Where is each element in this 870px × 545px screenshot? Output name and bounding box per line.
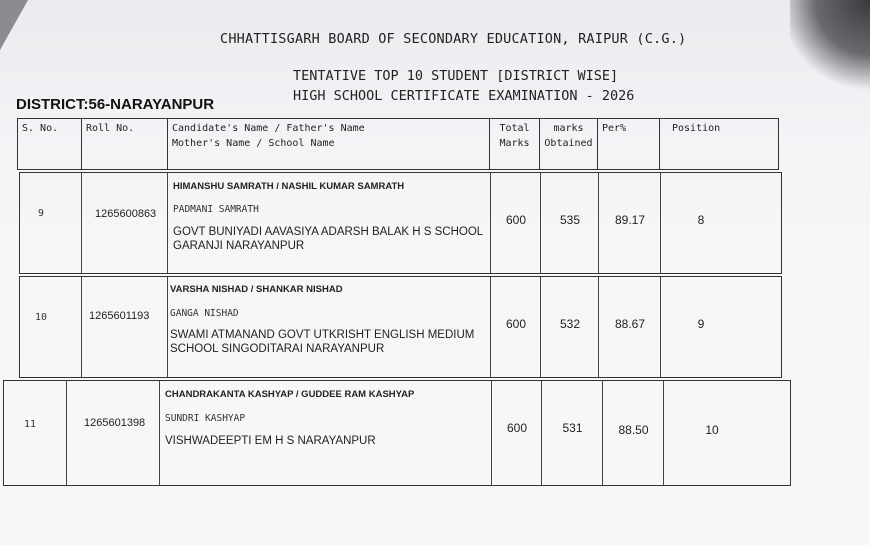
- marks-obtained: 531: [562, 421, 583, 435]
- school-name-line1: GOVT BUNIYADI AAVASIYA ADARSH BALAK H S SCHOOL: [173, 226, 484, 238]
- header-name-line1: Candidate's Name / Father's Name: [172, 123, 365, 134]
- percentage: 88.67: [614, 317, 646, 331]
- mother-name: GANGA NISHAD: [170, 308, 239, 319]
- marks-obtained: 535: [559, 213, 581, 227]
- percentage: 89.17: [614, 213, 646, 227]
- header-total-line2: Marks: [499, 138, 530, 149]
- row-cell-sno: [4, 381, 67, 485]
- header-obtained-line2: Obtained: [544, 138, 593, 149]
- table-header: [17, 118, 779, 170]
- table-row: [19, 276, 782, 378]
- page-fold-shadow: [0, 0, 28, 50]
- header-sno: [18, 119, 82, 169]
- row-cell-sno: [20, 173, 82, 273]
- row-cell-roll: [82, 173, 168, 273]
- header-total: [490, 119, 540, 169]
- roll-number: 1265601193: [89, 310, 150, 322]
- candidate-father-name: CHANDRAKANTA KASHYAP / GUDDEE RAM KASHYAP: [165, 389, 415, 400]
- header-sno-label: S. No.: [22, 123, 59, 134]
- row-cell-roll: [67, 381, 160, 485]
- row-cell-roll: [82, 277, 168, 377]
- header-name: [168, 119, 490, 169]
- total-marks: 600: [505, 213, 527, 227]
- mother-name: PADMANI SAMRATH: [173, 204, 259, 215]
- header-name-line2: Mother's Name / School Name: [172, 138, 335, 149]
- percentage: 88.50: [618, 423, 649, 437]
- school-name: [165, 434, 485, 448]
- roll-number: 1265600863: [95, 208, 157, 220]
- school-name: [173, 225, 493, 253]
- total-marks: 600: [505, 317, 527, 331]
- serial-number: 9: [38, 208, 45, 219]
- roll-number: 1265601398: [84, 417, 146, 429]
- school-name-line2: SCHOOL SINGODITARAI NARAYANPUR: [170, 343, 385, 355]
- board-title: CHHATTISGARH BOARD OF SECONDARY EDUCATION, RAIPUR (C.G.): [220, 31, 687, 47]
- serial-number: 10: [35, 312, 48, 323]
- position: 8: [697, 213, 705, 227]
- district-label: DISTRICT:56-NARAYANPUR: [16, 96, 215, 113]
- header-per-label: Per%: [602, 123, 627, 134]
- school-name: [170, 328, 490, 356]
- school-name-line1: SWAMI ATMANAND GOVT UTKRISHT ENGLISH MEDIUM: [170, 329, 475, 341]
- position: 9: [697, 317, 705, 331]
- serial-number: 11: [24, 419, 37, 430]
- position: 10: [705, 423, 719, 437]
- corner-shadow: [790, 0, 870, 90]
- header-roll: [82, 119, 168, 169]
- header-roll-label: Roll No.: [86, 123, 135, 134]
- table-row: [19, 172, 782, 274]
- header-position-label: Position: [672, 123, 721, 134]
- header-per: [598, 119, 660, 169]
- marks-obtained: 532: [559, 317, 581, 331]
- header-position: [660, 119, 778, 169]
- header-obtained: [540, 119, 598, 169]
- row-cell-sno: [20, 277, 82, 377]
- exam-title: HIGH SCHOOL CERTIFICATE EXAMINATION - 2026: [293, 88, 635, 104]
- header-total-line1: Total: [499, 123, 530, 134]
- candidate-father-name: HIMANSHU SAMRATH / NASHIL KUMAR SAMRATH: [173, 181, 405, 192]
- total-marks: 600: [506, 421, 528, 435]
- school-name-line1: VISHWADEEPTI EM H S NARAYANPUR: [165, 435, 376, 447]
- mother-name: SUNDRI KASHYAP: [165, 413, 246, 424]
- header-obtained-line1: marks: [553, 123, 584, 134]
- list-title: TENTATIVE TOP 10 STUDENT [DISTRICT WISE]: [293, 68, 619, 84]
- school-name-line2: GARANJI NARAYANPUR: [173, 240, 305, 252]
- table-row: [3, 380, 791, 486]
- candidate-father-name: VARSHA NISHAD / SHANKAR NISHAD: [170, 284, 343, 295]
